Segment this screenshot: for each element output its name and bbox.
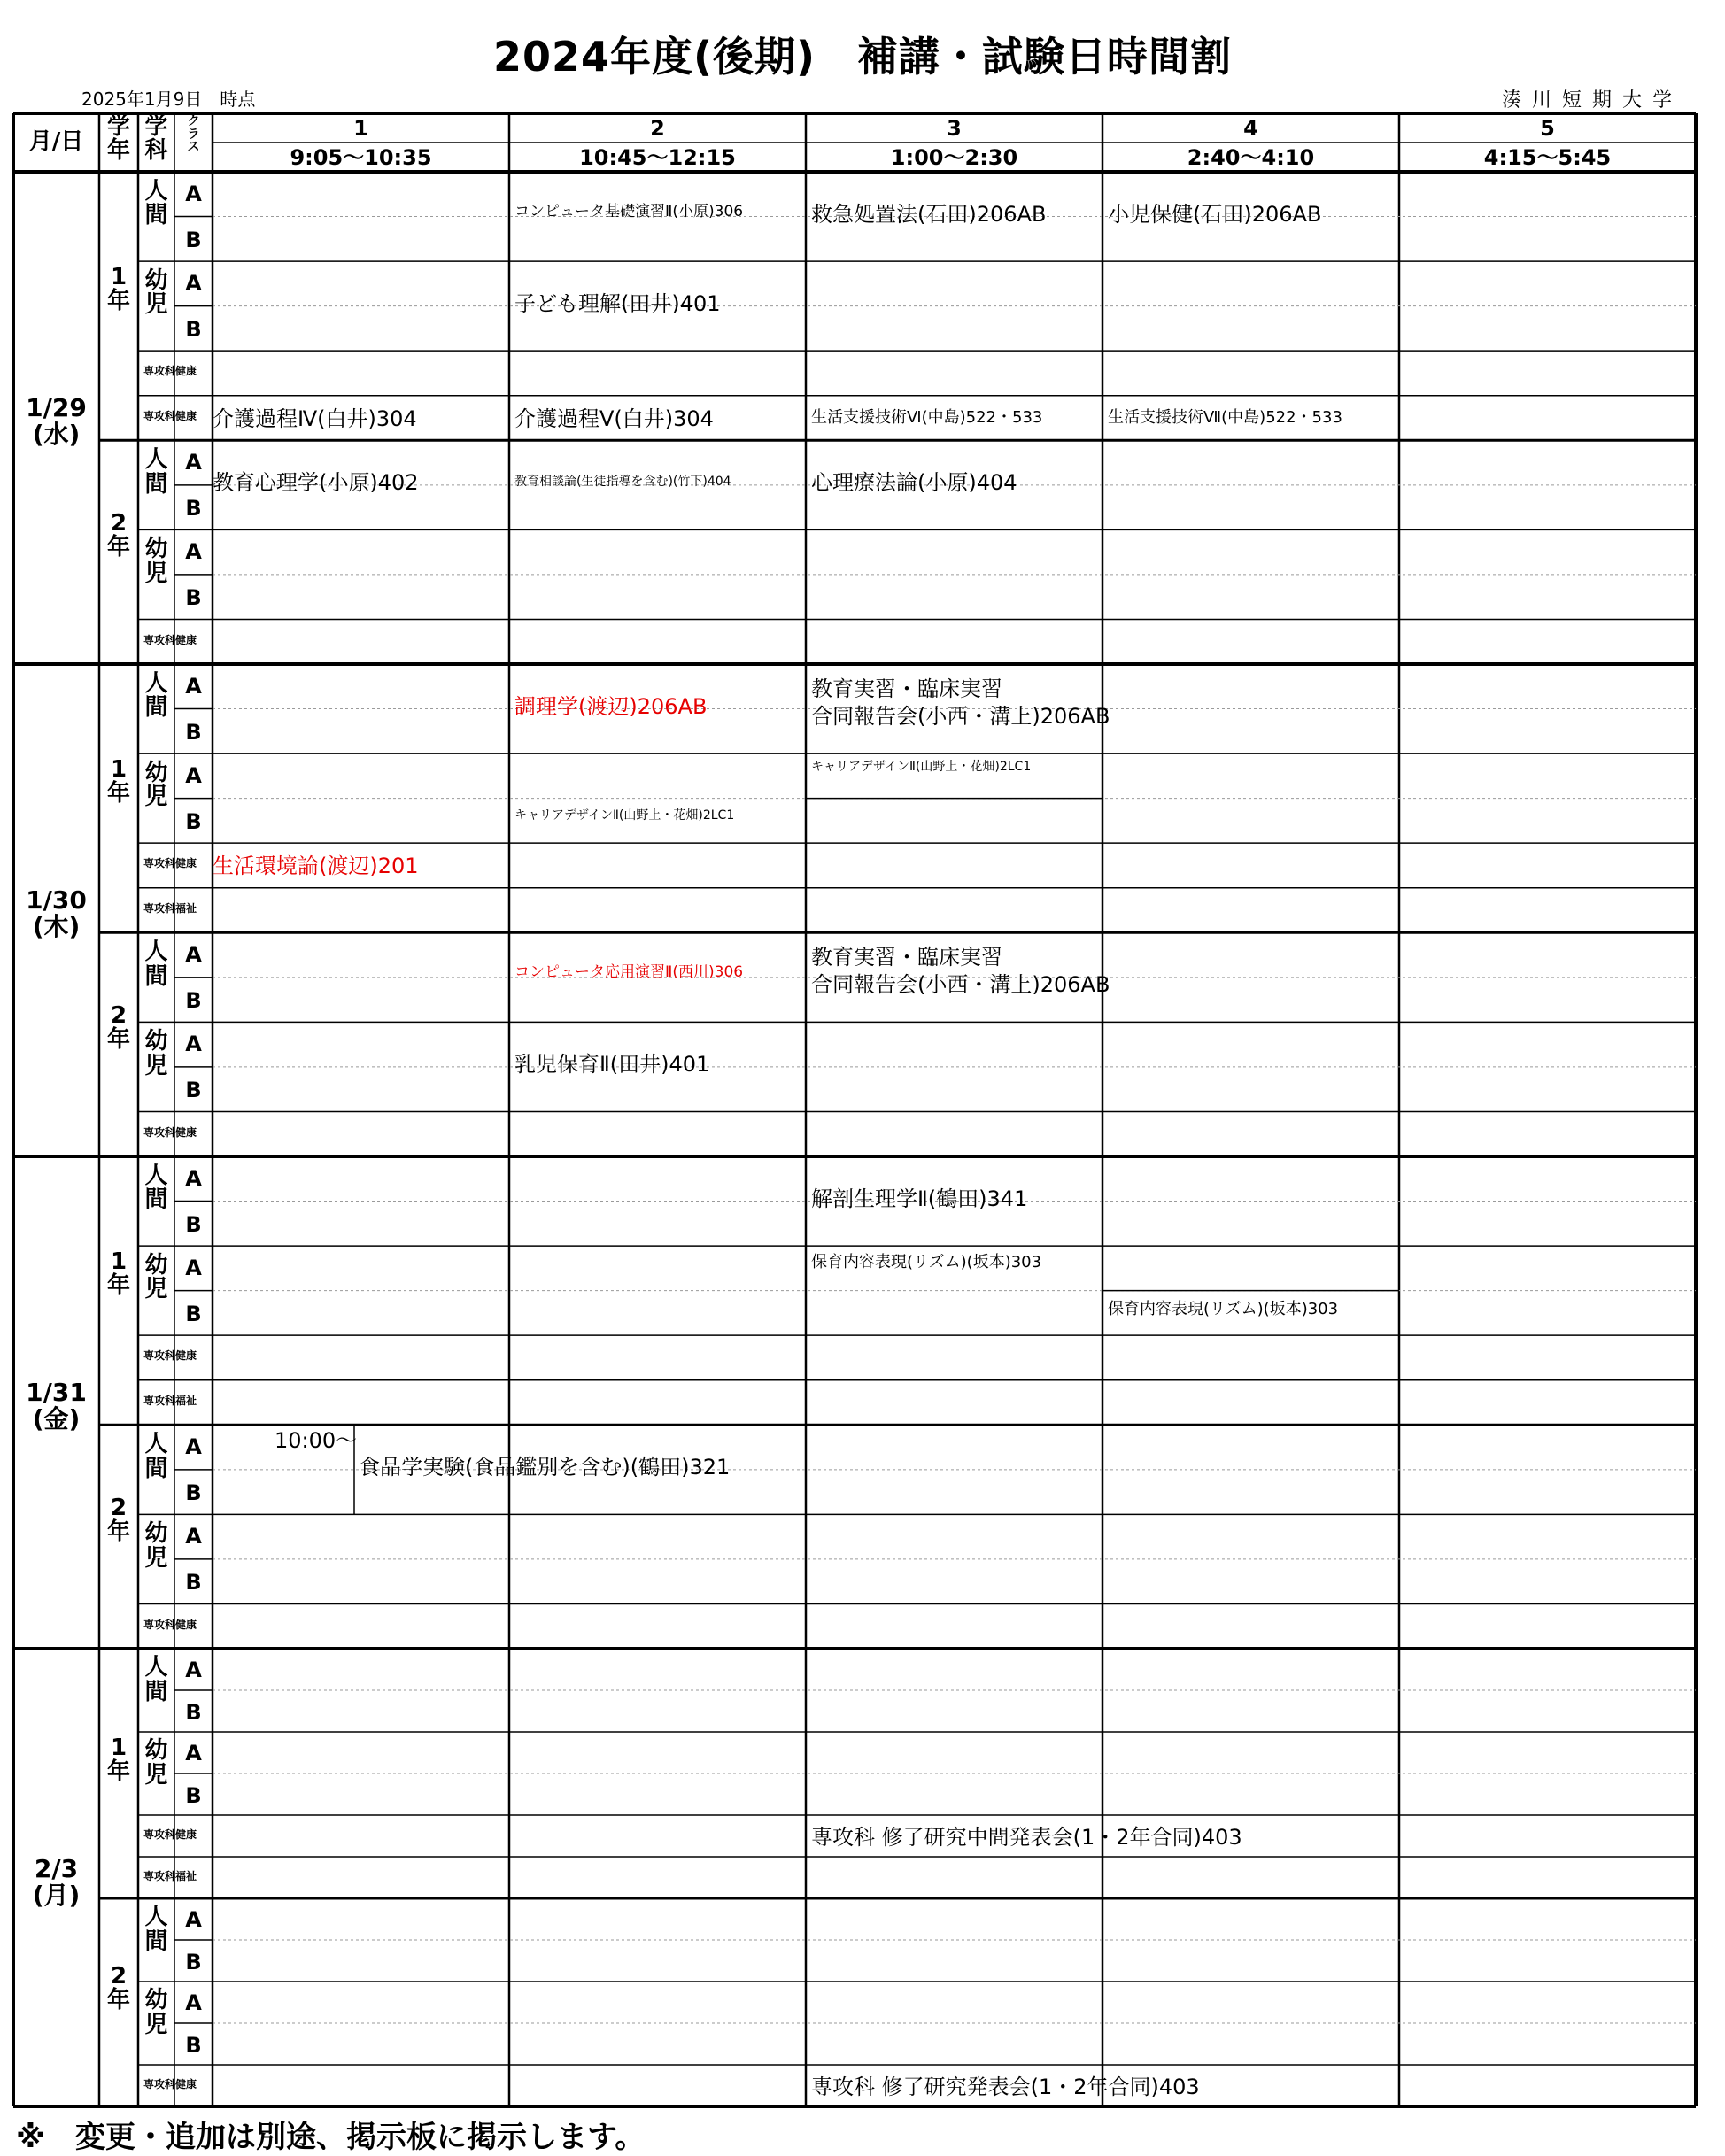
senkou-label: 専攻科健康 [143,1349,197,1363]
char: 人 [144,1163,168,1190]
class-a: A [185,539,202,564]
day-weekday: (金) [32,1403,81,1433]
senkou-label: 専攻科福祉 [143,1869,197,1882]
course-entry: 救急処置法(石田)206AB [811,202,1047,227]
char: 2 [110,1495,128,1522]
class-b: B [185,808,202,834]
grade-1-label [99,758,138,807]
class-a: A [185,449,202,475]
char: 間 [144,202,168,229]
char: 年 [106,1026,130,1054]
class-b: B [185,227,202,252]
dept-ningen [138,1164,174,1213]
dept-youji [138,1030,174,1078]
course-entry: 心理療法論(小原)404 [811,470,1017,496]
char: 幼 [144,1252,168,1279]
char: 間 [144,1455,168,1482]
char: 年 [106,288,130,315]
char: 2 [110,1002,128,1030]
char: 年 [106,780,130,808]
char: 児 [144,291,168,319]
header-dept [138,115,174,164]
dept-youji [138,1989,174,2037]
dept-youji [138,1522,174,1571]
char: 1 [110,264,128,291]
char: 間 [144,1186,168,1214]
course-entry: キャリアデザインⅡ(山野上・花畑)2LC1 [514,808,735,823]
class-b: B [185,1950,202,1975]
period-number: 2 [650,116,665,141]
page-title: 2024年度(後期) 補講・試験日時間割 [492,33,1233,81]
class-a: A [185,1524,202,1549]
class-b: B [185,316,202,342]
char: 児 [144,1761,168,1789]
char: 人 [144,446,168,474]
course-entry: 食品学実験(食品鑑別を含む)(鶴田)321 [359,1455,731,1480]
char: 2 [110,510,128,537]
day-weekday: (水) [32,419,81,449]
char: 人 [144,670,168,698]
class-a: A [185,1657,202,1682]
course-entry: 専攻科 修了研究中間発表会(1・2年合同)403 [811,1825,1242,1851]
header-grade [99,115,138,164]
dept-ningen [138,1905,174,1954]
grade-2-label [99,1496,138,1545]
class-b: B [185,495,202,521]
course-entry: 調理学(渡辺)206AB [514,694,708,719]
course-entry: 小児保健(石田)206AB [1108,202,1322,227]
header-date: 月/日 [28,128,84,155]
char: 人 [144,1654,168,1681]
class-b: B [185,1783,202,1809]
class-a: A [185,1032,202,1056]
day-date: 1/29 [26,392,87,422]
grade-1-label [99,266,138,314]
char: 学 [106,113,130,140]
char: 年 [106,137,130,165]
course-entry: 10:00〜 [275,1428,358,1454]
course-entry: 合同報告会(小西・溝上)206AB [811,704,1110,729]
senkou-label: 専攻科健康 [143,1618,197,1631]
dept-youji [138,269,174,318]
footer-note: ※ 変更・追加は別途、掲示板に掲示します。 [16,2120,646,2155]
char: ス [187,140,200,155]
class-a: A [185,270,202,296]
course-entry: 乳児保育Ⅱ(田井)401 [514,1052,710,1078]
grade-2-label [99,1004,138,1053]
dept-youji [138,537,174,586]
class-a: A [185,1906,202,1932]
class-b: B [185,719,202,745]
char: ラ [187,127,200,142]
senkou-label: 専攻科福祉 [143,901,197,915]
dept-ningen [138,448,174,497]
dept-ningen [138,940,174,989]
char: 年 [106,534,130,561]
char: 科 [144,137,168,165]
senkou-label: 専攻科健康 [143,365,197,378]
char: 児 [144,784,168,811]
char: 児 [144,560,168,587]
course-entry: 解剖生理学Ⅱ(鶴田)341 [811,1186,1028,1211]
course-entry: 生活支援技術Ⅵ(中島)522・533 [811,407,1043,427]
senkou-label: 専攻科健康 [143,409,197,422]
char: 間 [144,470,168,498]
dept-ningen [138,1433,174,1481]
char: 児 [144,1276,168,1303]
course-entry: 教育相談論(生徒指導を含む)(竹下)404 [514,475,731,490]
course-entry: 教育心理学(小原)402 [213,470,419,496]
class-b: B [185,1570,202,1596]
char: 幼 [144,1987,168,2014]
course-entry: 教育実習・臨床実習 [811,676,1002,701]
class-b: B [185,2033,202,2059]
senkou-label: 専攻科健康 [143,633,197,646]
course-entry: 専攻科 修了研究発表会(1・2年合同)403 [811,2075,1200,2100]
period-number: 5 [1540,116,1555,141]
dept-youji [138,1254,174,1302]
course-entry: コンピュータ応用演習Ⅱ(西川)306 [514,963,744,982]
class-b: B [185,1211,202,1237]
course-entry: 保育内容表現(リズム)(坂本)303 [1108,1299,1339,1318]
period-time: 9:05〜10:35 [290,145,432,170]
char: 1 [110,1734,128,1761]
course-entry: 生活環境論(渡辺)201 [213,854,419,879]
course-entry: 保育内容表現(リズム)(坂本)303 [811,1253,1042,1272]
char: 人 [144,1904,168,1931]
senkou-label: 専攻科健康 [143,857,197,870]
dept-ningen [138,672,174,721]
course-entry: コンピュータ基礎演習Ⅱ(小原)306 [514,203,744,220]
period-time: 2:40〜4:10 [1187,145,1315,170]
char: 児 [144,1052,168,1079]
char: 幼 [144,1737,168,1765]
class-a: A [185,181,202,206]
class-a: A [185,1740,202,1766]
period-time: 4:15〜5:45 [1483,145,1612,170]
char: 1 [110,1248,128,1276]
char: 人 [144,178,168,205]
grade-2-label [99,512,138,560]
char: 幼 [144,1028,168,1055]
day-date: 1/31 [26,1377,87,1407]
grade-2-label [99,1965,138,2013]
char: 人 [144,939,168,966]
course-entry: 合同報告会(小西・溝上)206AB [811,972,1110,998]
senkou-label: 専攻科福祉 [143,1394,197,1407]
class-a: A [185,762,202,788]
char: 年 [106,1758,130,1785]
class-a: A [185,941,202,967]
school-name: 湊川短期大学 [1501,89,1682,112]
char: 幼 [144,760,168,787]
course-entry: キャリアデザインⅡ(山野上・花畑)2LC1 [811,760,1032,775]
dept-ningen [138,1656,174,1704]
senkou-label: 専攻科健康 [143,2077,197,2090]
char: 1 [110,756,128,784]
as-of-date: 2025年1月9日 時点 [81,89,256,110]
day-weekday: (月) [32,1881,81,1910]
class-a: A [185,1433,202,1459]
course-entry: 教育実習・臨床実習 [811,945,1002,970]
char: 間 [144,1928,168,1955]
course-entry: 介護過程Ⅳ(白井)304 [213,406,417,431]
char: 間 [144,962,168,990]
period-time: 1:00〜2:30 [890,145,1018,170]
course-entry: 子ども理解(田井)401 [514,291,721,317]
class-b: B [185,1480,202,1505]
day-weekday: (木) [32,911,81,941]
dept-ningen [138,180,174,228]
char: ク [187,114,200,128]
char: 人 [144,1431,168,1458]
char: 間 [144,1678,168,1705]
char: 幼 [144,1520,168,1548]
senkou-label: 専攻科健康 [143,1125,197,1139]
dept-youji [138,761,174,810]
day-date: 2/3 [34,1854,79,1883]
class-b: B [185,987,202,1013]
grade-1-label [99,1736,138,1785]
grade-1-label [99,1250,138,1299]
class-b: B [185,1078,202,1103]
course-entry: 生活支援技術Ⅶ(中島)522・533 [1108,407,1342,427]
class-b: B [185,1301,202,1326]
period-number: 4 [1243,116,1258,141]
period-number: 3 [947,116,962,141]
period-number: 1 [353,116,368,141]
dept-youji [138,1739,174,1788]
char: 幼 [144,536,168,563]
char: 児 [144,1544,168,1572]
day-date: 1/30 [26,885,87,915]
period-time: 10:45〜12:15 [579,145,736,170]
class-b: B [185,1700,202,1726]
char: 年 [106,1987,130,2014]
class-a: A [185,1255,202,1280]
char: 幼 [144,267,168,295]
course-entry: 介護過程Ⅴ(白井)304 [514,406,714,431]
class-b: B [185,585,202,611]
char: 児 [144,2011,168,2038]
senkou-label: 専攻科健康 [143,1828,197,1841]
header-class [174,115,213,154]
char: 学 [144,113,168,140]
class-a: A [185,1165,202,1191]
char: 2 [110,1963,128,1990]
class-a: A [185,1990,202,2015]
char: 間 [144,694,168,722]
class-a: A [185,673,202,699]
char: 年 [106,1518,130,1546]
char: 年 [106,1272,130,1300]
